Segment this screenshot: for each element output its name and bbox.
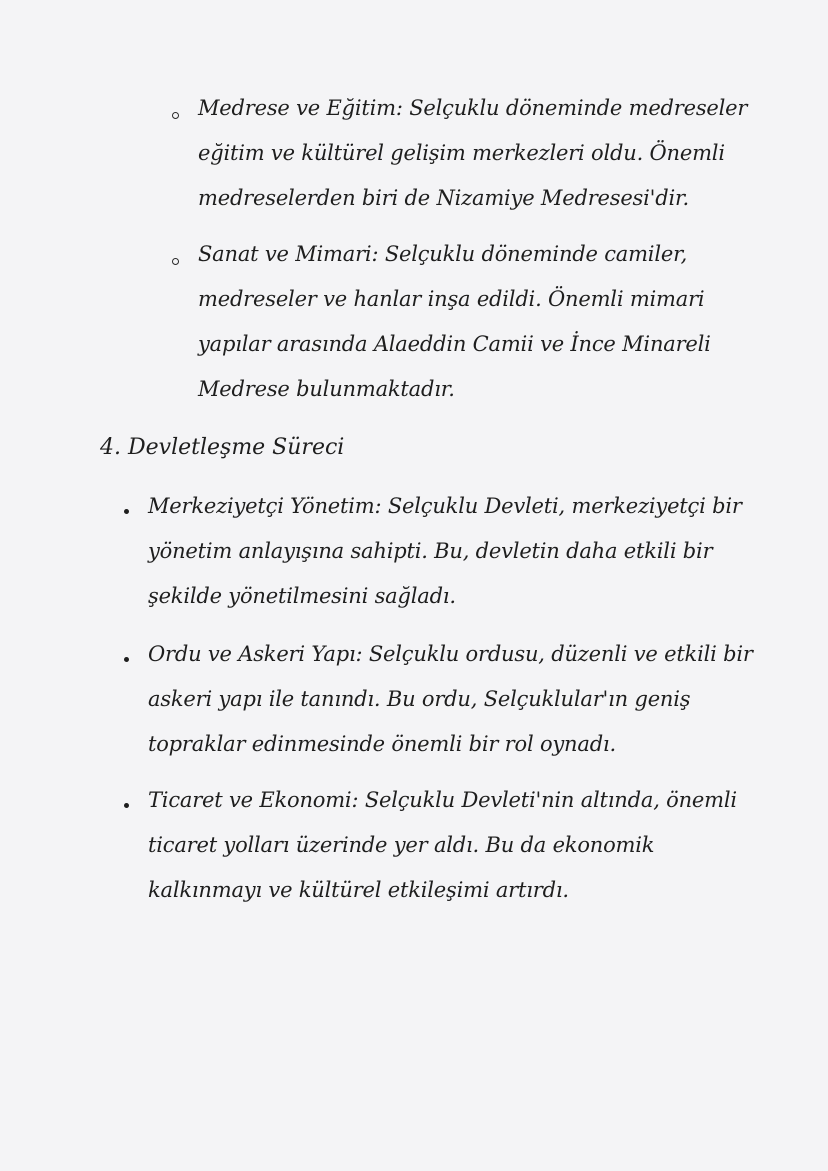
list-item-ticaret [148, 778, 758, 913]
item-text: Selçuklu döneminde camiler, medreseler ve hanlar inşa edildi. Önemli mimari yapılar arasında Alaeddin Camii ve İnce Minareli Medrese bulunmaktadır. [198, 242, 711, 401]
hollow-bullet-icon [172, 112, 179, 119]
item-text: Selçuklu döneminde medreseler eğitim ve kültürel gelişim merkezleri oldu. Önemli medreselerden biri de Nizamiye Medresesi'dir. [198, 96, 748, 210]
bullet-icon [124, 803, 129, 808]
bullet-icon [124, 657, 129, 662]
list-item-medrese [198, 86, 758, 221]
list-item-ordu [148, 632, 758, 767]
bullet-icon [124, 509, 129, 514]
item-title: Merkeziyetçi Yönetim: [148, 494, 382, 518]
item-text: Selçuklu Devleti'nin altında, önemli ticaret yolları üzerinde yer aldı. Bu da ekonomik kalkınmayı ve kültürel etkileşimi artırdı. [148, 788, 737, 902]
item-title: Sanat ve Mimari: [198, 242, 379, 266]
item-text: Selçuklu Devleti, merkeziyetçi bir yönetim anlayışına sahipti. Bu, devletin daha etkili bir şekilde yönetilmesini sağladı. [148, 494, 742, 608]
list-item-merkeziyetci [148, 484, 758, 619]
list-item-sanat [198, 232, 758, 412]
section-heading: 4. Devletleşme Süreci [100, 435, 345, 460]
hollow-bullet-icon [172, 258, 179, 265]
item-title: Ordu ve Askeri Yapı: [148, 642, 363, 666]
item-title: Medrese ve Eğitim: [198, 96, 403, 120]
item-title: Ticaret ve Ekonomi: [148, 788, 359, 812]
item-text: Selçuklu ordusu, düzenli ve etkili bir askeri yapı ile tanındı. Bu ordu, Selçuklular'ın geniş topraklar edinmesinde önemli bir rol oynadı. [148, 642, 753, 756]
